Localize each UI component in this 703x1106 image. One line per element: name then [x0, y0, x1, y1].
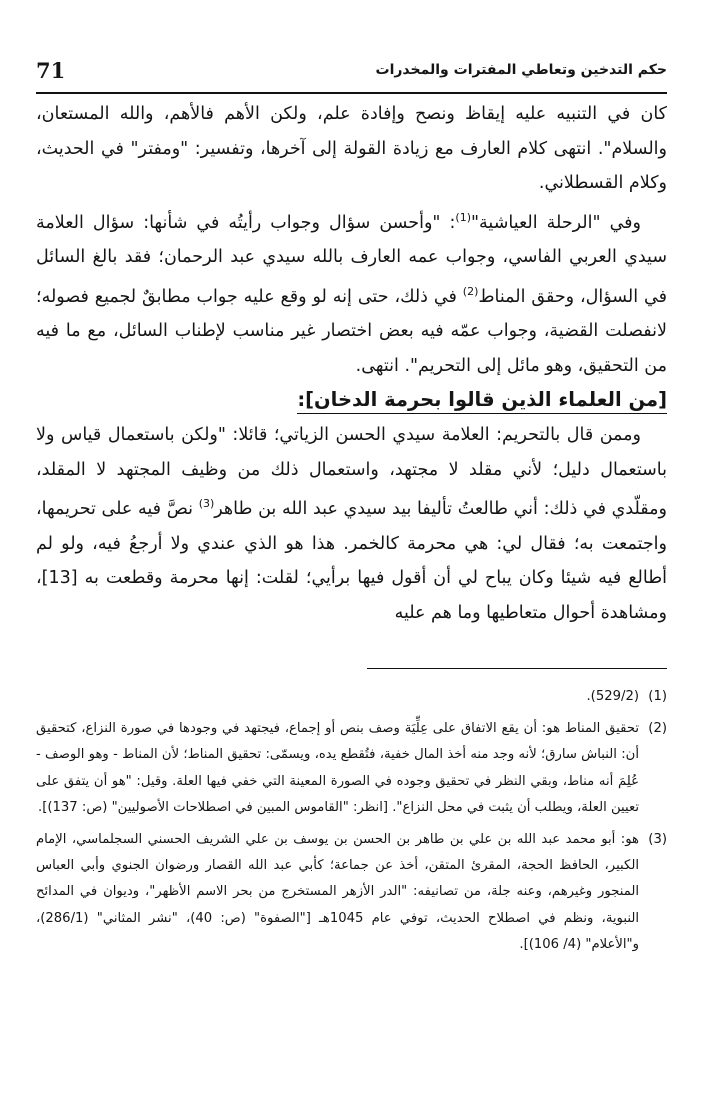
- text-run: وفي "الرحلة العياشية": [470, 212, 641, 233]
- footnote-number: (2): [648, 721, 667, 737]
- page-number: 71: [36, 58, 66, 83]
- footnote-text: هو: أبو محمد عبد الله بن علي بن طاهر بن الحسن بن يوسف بن علي الشريف الحسني السجلماسي، الإمام الكبير، الحافظ الحجة، المقرئ المتقن، أخذ عن جماعة؛ كأبي عبد الله القصار ورضوان الجنوي وأبي العباس المنجور وغيرهم، وعنه جلة، من تصانيفه: "الدر الأزهر المستخرج من بحر الاسم الأظهر"، وديوان في المدائح النبوية، ونظم في اصطلاح الحديث، توفي عام 1045هـ ["الصفوة" (ص: 40)، "نشر المثاني" (286/1)، و"الأعلام" (4/ 106)].: [36, 832, 640, 952]
- page-header: [36, 52, 667, 94]
- text-run: في ذلك، حتى إنه لو وقع عليه جواب مطابقٌ لجميع فصوله؛ لانفصلت القضية، وجواب عمّه فيه بعض اختصار غير مناسب لإطناب السائل، مع ما فيه من التحقيق، وهو مائل إلى التحريم". انتهى.: [36, 286, 667, 376]
- footnote-ref: (1): [455, 210, 471, 224]
- text-run: : "وأحسن سؤال وجواب رأيتُه في شأنها: سؤال العلامة سيدي العربي الفاسي، وجواب عمه العارف بالله سيدي عبد الرحمان؛ فقد بالغ السائل في السؤال، وحقق المناط: [36, 212, 667, 307]
- footnote-text: (529/2).: [586, 689, 639, 704]
- footnote-ref: (3): [198, 497, 215, 511]
- footnote-number: (3): [648, 832, 667, 848]
- footnote: [36, 716, 667, 821]
- main-text: [36, 97, 667, 630]
- footnote-text: تحقيق المناط هو: أن يقع الاتفاق على عِلِّيَة وصف بنص أو إجماع، فيجتهد في وجودها في صورة النزاع، كتحقيق أن: النباش سارق؛ لأنه وجد منه أخذ المال خفية، فتُقطع يده، ويسمّى: تحقيق المناط؛ لأن المناط - وهو الوصف - عُلِمَ أنه مناط، وبقي النظر في تحقيق وجوده في الصورة المعينة التي خفي فيها العلة. وقيل: "هو أن يتفق على تعيين العلة، ويطلب أن يثبت في محل النزاع". [انظر: "القاموس المبين في اصطلاحات الأصوليين" (ص: 137)].: [36, 721, 639, 815]
- text-run: نصَّ فيه على تحريمها، واجتمعت به؛ فقال لي: هي محرمة كالخمر. هذا هو الذي عندي ولا أرجعُ فيه، ولو لم أطالع فيه شيئا وكان يباح لي أن أقول فيها برأيي؛ لقلت: إنها محرمة وقطعت به [13]، ومشاهدة أحوال متعاطيها وما هم عليه: [36, 499, 667, 623]
- paragraph: [36, 418, 667, 630]
- footnote-separator: [367, 668, 667, 669]
- section-heading-text: [من العلماء الذين قالوا بحرمة الدخان]:: [297, 388, 667, 414]
- footnote: [36, 684, 667, 710]
- section-heading: [36, 383, 667, 418]
- footnote-number: (1): [648, 689, 667, 704]
- footnote: [36, 827, 667, 958]
- text-run: وممن قال بالتحريم: العلامة سيدي الحسن الزياتي؛ قائلا: "ولكن باستعمال قياس ولا باستعمال دليل؛ لأني مقلد لا مجتهد، واستعمال ذلك من وظيف المجتهد لا المقلد، ومقلّدي في ذلك: أني طالعتُ تأليفا بيد سيدي عبد الله بن طاهر: [36, 425, 667, 520]
- footnotes: [36, 684, 667, 964]
- footnote-ref: (2): [462, 284, 479, 298]
- paragraph: [36, 201, 667, 384]
- paragraph: كان في التنبيه عليه إيقاظ ونصح وإفادة علم، ولكن الأهم فالأهم، والله المستعان، والسلام". انتهى كلام العارف مع زيادة القولة إلى آخرها، وتفسير: "ومفتر" في الحديث، وكلام القسطلاني.: [36, 104, 667, 194]
- running-title: حكم التدخين وتعاطي المفترات والمخدرات: [375, 62, 667, 78]
